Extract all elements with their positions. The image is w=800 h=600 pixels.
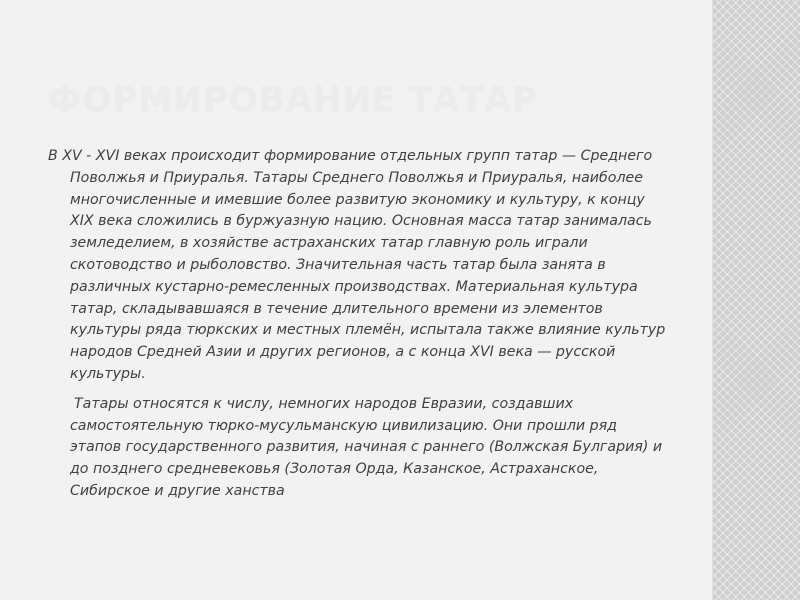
paragraph-2: Татары относятся к числу, немногих народов Евразии, создавших самостоятельную тюрко-мусульманскую цивилизацию. Они прошли ряд этапов государственного развития, начиная с раннего (Волжская Булгария) и до позднего средневековья (Золотая Орда, Казанское, Астраханское, Сибирское и другие ханства	[70, 395, 663, 499]
decorative-side-band	[712, 0, 800, 600]
slide-body	[48, 146, 666, 503]
paragraph-1: В XV - XVI веках происходит формирование отдельных групп татар — Среднего Поволжья и Приуралья. Татары Среднего Поволжья и Приуралья, наиболее многочисленные и имевшие более развитую экономику и культуру, к концу XIX века сложились в буржуазную нацию. Основная масса татар занималась земледелием, в хозяйстве астраханских татар главную роль играли скотоводство и рыболовство. Значительная часть татар была занята в различных кустарно-ремесленных производствах. Материальная культура татар, складывавшаяся в течение длительного времени из элементов культуры ряда тюркских и местных племён, испытала также влияние культур народов Средней Азии и других регионов, а с конца XVI века — русской культуры.	[48, 148, 666, 382]
slide-title: ФОРМИРОВАНИЕ ТАТАР	[48, 80, 538, 120]
